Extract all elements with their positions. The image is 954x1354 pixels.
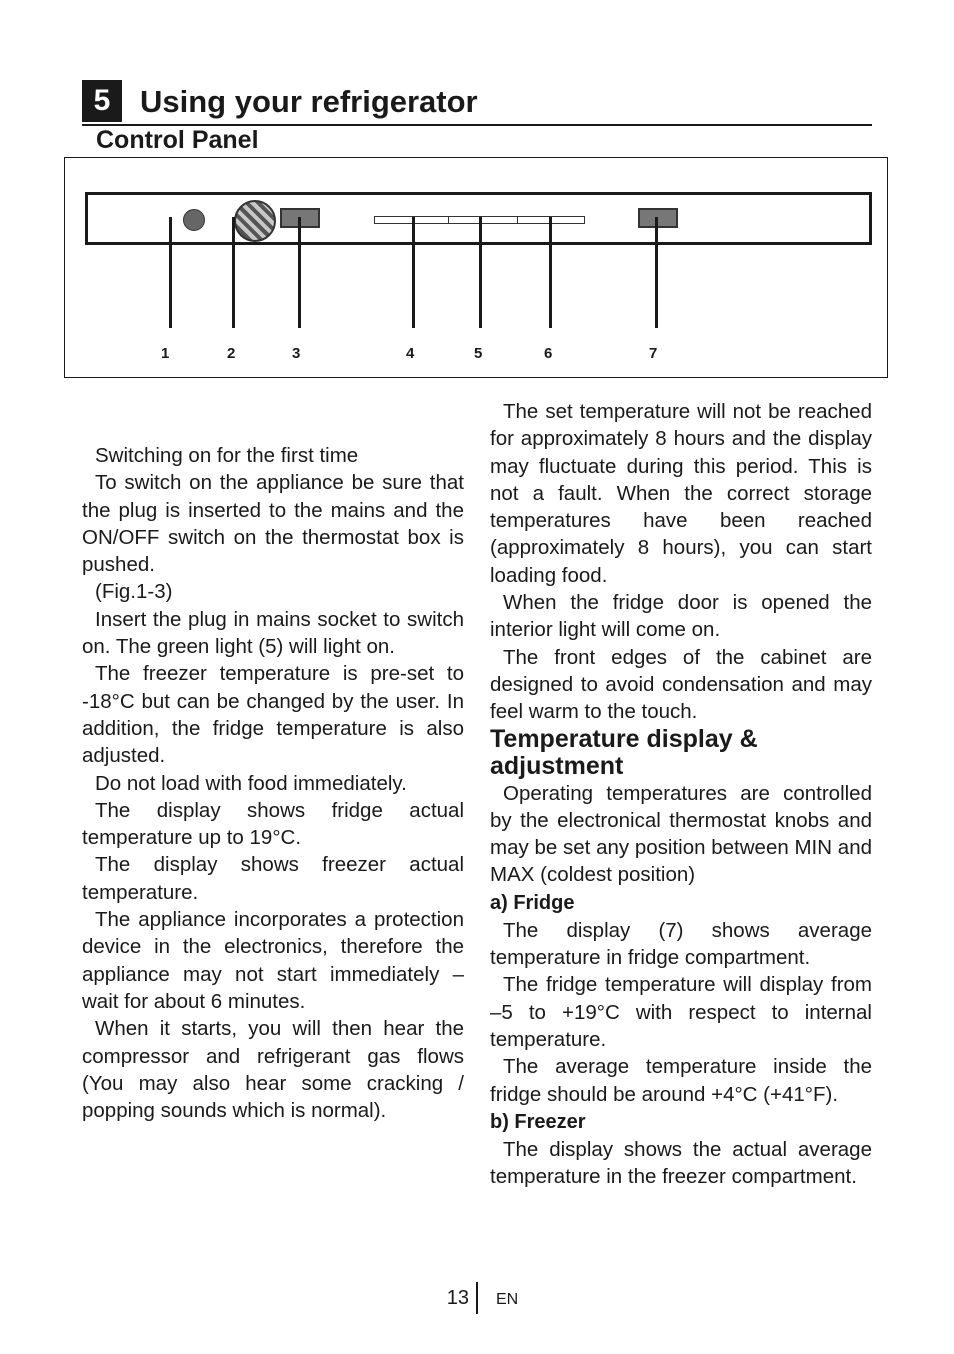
leader-line [298, 217, 301, 328]
control-panel-figure [64, 157, 888, 378]
thermostat-knob-icon [234, 200, 276, 242]
paragraph: The display shows fridge actual temperature up to 19°C. [82, 798, 464, 850]
chapter-header [82, 80, 872, 126]
indicator-light-icon [183, 209, 205, 231]
paragraph: The average temperature inside the fridge should be around +4°C (+41°F). [490, 1055, 872, 1106]
display-segment-icon [448, 216, 518, 224]
paragraph: (Fig.1-3) [95, 580, 173, 604]
temperature-heading: Temperature display & adjustment [490, 724, 758, 780]
paragraph: The appliance incorporates a protection device in the electronics, therefore the appliance may not start immediately – wait for about 6 minutes. [82, 908, 464, 1013]
leader-line [412, 217, 415, 328]
leader-line [479, 217, 482, 328]
paragraph: Do not load with food immediately. [95, 771, 407, 795]
paragraph: Insert the plug in mains socket to switch on. The green light (5) will light on. [82, 607, 464, 659]
display-icon [638, 208, 678, 228]
chapter-title: Using your refrigerator [140, 84, 478, 119]
leader-line [549, 217, 552, 328]
paragraph: The front edges of the cabinet are designed to avoid condensation and may feel warm to the touch. [490, 645, 872, 724]
paragraph: When the fridge door is opened the interior light will come on. [490, 591, 872, 642]
callout-label: 4 [406, 345, 415, 362]
section-title: Control Panel [96, 126, 259, 154]
fridge-heading: a) Fridge [490, 891, 575, 914]
footer-divider [476, 1282, 478, 1314]
paragraph: The display shows freezer actual temperature. [82, 853, 464, 904]
paragraph: The display (7) shows average temperature in fridge compartment. [490, 918, 872, 970]
page-number: 13 [446, 1287, 469, 1309]
callout-label: 5 [474, 345, 483, 362]
callout-label: 6 [544, 345, 553, 362]
paragraph: To switch on the appliance be sure that the plug is inserted to the mains and the ON/OFF switch on the thermostat box is pushed. [82, 471, 464, 577]
paragraph: Switching on for the first time [95, 444, 359, 467]
right-column [490, 398, 872, 1190]
callout-label: 1 [161, 345, 170, 362]
paragraph: The display shows the actual average temperature in the freezer compartment. [490, 1137, 872, 1189]
paragraph: The freezer temperature is pre-set to -18°C but can be changed by the user. In addition, the fridge temperature is also adjusted. [82, 662, 464, 768]
callout-label: 3 [292, 345, 301, 362]
left-column [82, 442, 464, 1124]
freezer-heading: b) Freezer [490, 1110, 586, 1133]
callout-label: 2 [227, 345, 236, 362]
leader-line [655, 217, 658, 328]
callout-label: 7 [649, 345, 658, 362]
leader-line [169, 217, 172, 328]
leader-line [232, 217, 235, 328]
paragraph: The set temperature will not be reached for approximately 8 hours and the display may fluctuate during this period. This is not a fault. When the correct storage temperatures have been reached (approximately 8 hours), you can start loading food. [490, 400, 872, 587]
language-code: EN [496, 1291, 519, 1308]
paragraph: When it starts, you will then hear the compressor and refrigerant gas flows (You may also hear some cracking / popping sounds which is normal). [82, 1017, 464, 1123]
chapter-number: 5 [82, 80, 122, 122]
paragraph: Operating temperatures are controlled by the electronical thermostat knobs and may be set any position between MIN and MAX (coldest position) [490, 781, 872, 887]
paragraph: The fridge temperature will display from –5 to +19°C with respect to internal temperature. [490, 973, 872, 1051]
